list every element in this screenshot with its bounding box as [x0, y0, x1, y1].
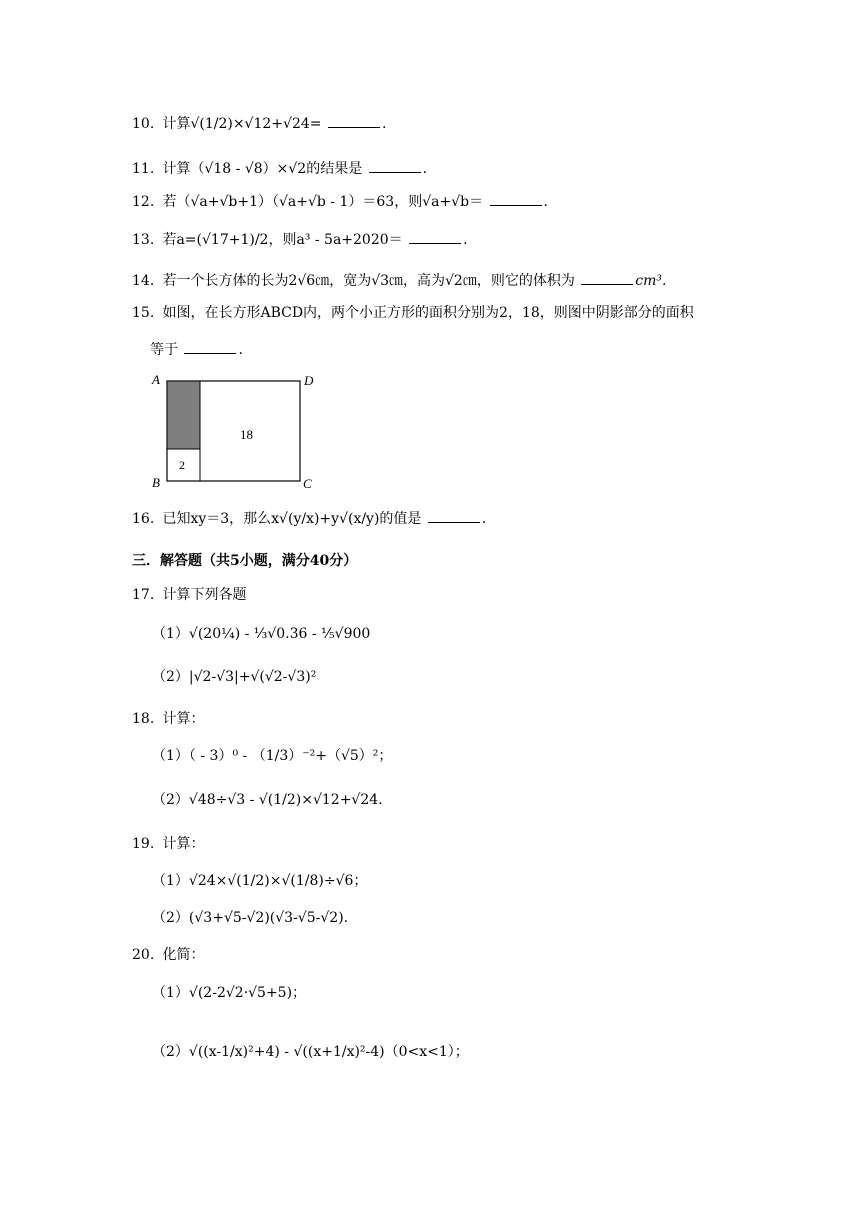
part-expression: （ - 3）⁰ - （1/3）⁻²+（√5）²；	[188, 748, 393, 764]
question-number: 11.	[132, 161, 155, 177]
part-expression: √(20¼) - ⅓√0.36 - ⅕√900	[188, 626, 371, 642]
question-19-part-1	[152, 871, 367, 891]
part-label: （2）	[152, 910, 189, 926]
question-18-part-1	[152, 746, 392, 766]
question-text: 若a=(√17+1)/2，则a³ - 5a+2020＝	[162, 232, 403, 248]
question-tail: .	[238, 342, 243, 358]
part-expression: √24×√(1/2)×√(1/8)÷√6；	[188, 873, 368, 889]
vertex-b-label: B	[152, 475, 160, 490]
question-text: 计算√(1/2)×√12+√24=	[162, 116, 322, 132]
question-tail: cm³.	[635, 273, 667, 289]
question-17	[132, 585, 246, 605]
answer-blank[interactable]	[184, 339, 236, 354]
question-number: 17.	[132, 587, 155, 603]
part-expression: |√2-√3|+√(√2-√3)²	[188, 669, 317, 685]
shaded-region	[167, 381, 200, 449]
big-square-area: 18	[240, 427, 253, 442]
question-number: 14.	[132, 273, 155, 289]
part-label: （1）	[152, 873, 189, 889]
part-label: （1）	[152, 985, 189, 1001]
question-20	[132, 945, 204, 965]
small-square-area: 2	[179, 458, 185, 472]
question-number: 20.	[132, 947, 155, 963]
question-number: 18.	[132, 711, 155, 727]
question-number: 12.	[132, 194, 155, 210]
question-text: 计算：	[162, 836, 205, 852]
part-label: （2）	[152, 1044, 189, 1060]
part-expression: √((x-1/x)²+4) - √((x+1/x)²-4)（0<x<1）；	[188, 1044, 469, 1060]
vertex-a-label: A	[152, 372, 160, 387]
question-text: 计算：	[162, 711, 205, 727]
question-17-part-2	[152, 667, 316, 687]
vertex-c-label: C	[303, 476, 312, 491]
question-tail: .	[422, 161, 428, 177]
question-text: 化简：	[162, 947, 205, 963]
question-15	[132, 303, 694, 323]
answer-blank[interactable]	[369, 158, 421, 173]
question-17-part-1	[152, 624, 370, 644]
question-19	[132, 834, 204, 854]
part-label: （2）	[152, 792, 189, 808]
question-text: 若（√a+√b+1）（√a+√b - 1）＝63，则√a+√b＝	[162, 194, 484, 210]
question-number: 16.	[132, 511, 155, 527]
part-label: （2）	[152, 669, 189, 685]
answer-blank[interactable]	[490, 191, 542, 206]
answer-blank[interactable]	[428, 508, 480, 523]
question-text: 计算（√18 - √8）×√2的结果是	[162, 161, 363, 177]
question-number: 10.	[132, 116, 155, 132]
answer-blank[interactable]	[409, 229, 461, 244]
question-12	[132, 191, 548, 212]
question-number: 13.	[132, 232, 155, 248]
question-tail: .	[381, 116, 387, 132]
question-number: 15.	[132, 305, 155, 321]
question-10	[132, 113, 386, 134]
question-20-part-1	[152, 983, 306, 1003]
answer-blank[interactable]	[328, 113, 380, 128]
part-expression: √48÷√3 - √(1/2)×√12+√24.	[188, 792, 383, 808]
question-tail: .	[463, 232, 468, 248]
question-19-part-2	[152, 908, 348, 928]
question-16	[132, 508, 486, 529]
question-number: 19.	[132, 836, 155, 852]
question-tail: .	[481, 511, 487, 527]
part-expression: √(2-2√2·√5+5)；	[188, 985, 307, 1001]
question-tail: .	[543, 194, 548, 210]
question-text: 已知xy＝3，那么x√(y/x)+y√(x/y)的值是	[162, 511, 422, 527]
question-18-part-2	[152, 790, 383, 810]
question-14	[132, 270, 666, 291]
question-18	[132, 709, 204, 729]
question-text: 若一个长方体的长为2√6㎝，宽为√3㎝，高为√2㎝，则它的体积为	[162, 273, 575, 289]
part-label: （1）	[152, 626, 189, 642]
question-text: 计算下列各题	[162, 587, 247, 603]
vertex-d-label: D	[304, 373, 314, 388]
part-expression: (√3+√5-√2)(√3-√5-√2).	[188, 910, 349, 926]
section-heading: 三．解答题（共5小题，满分40分）	[132, 553, 358, 569]
question-11	[132, 158, 427, 179]
question-text: 如图，在长方形ABCD内，两个小正方形的面积分别为2，18，则图中阴影部分的面积	[162, 305, 694, 321]
answer-blank[interactable]	[581, 270, 633, 285]
part-label: （1）	[152, 748, 189, 764]
question-15-continued	[150, 339, 243, 360]
question-text: 等于	[150, 342, 178, 358]
rectangle-figure	[150, 370, 330, 494]
question-20-part-2	[152, 1042, 469, 1062]
question-13	[132, 229, 468, 250]
